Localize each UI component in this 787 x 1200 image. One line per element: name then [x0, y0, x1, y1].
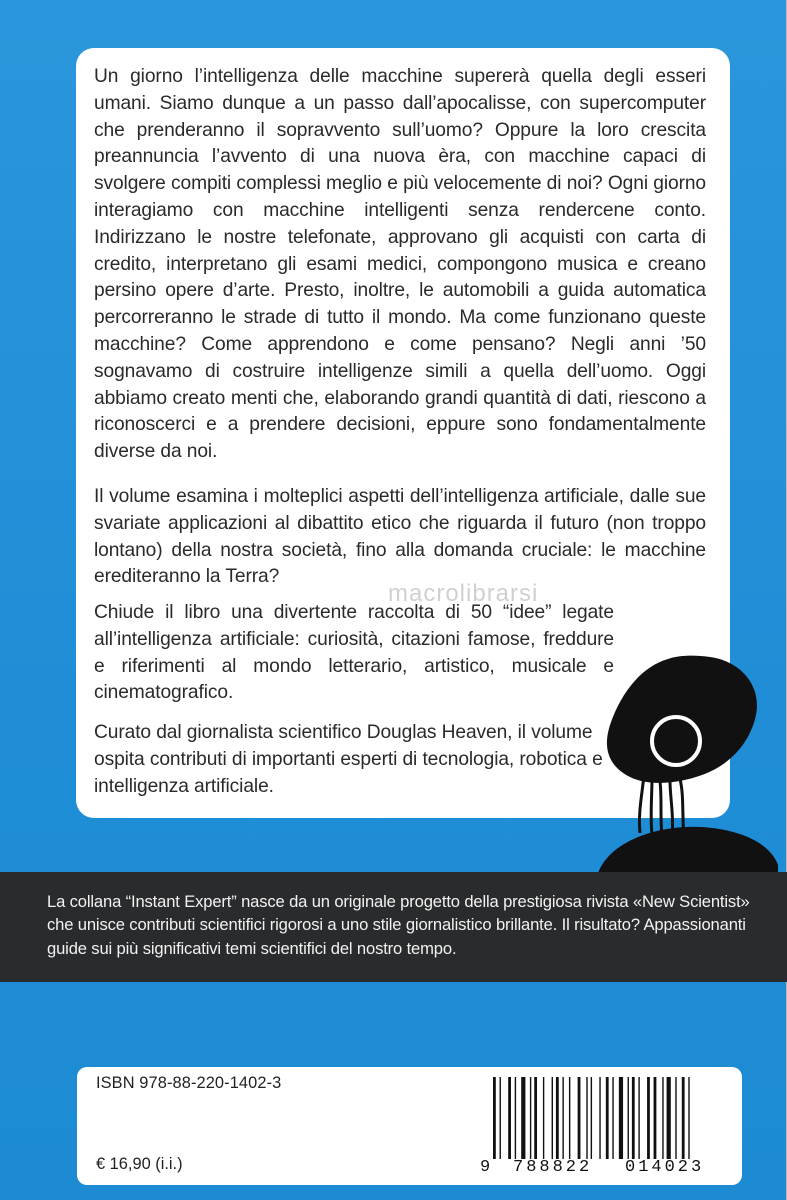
watermark: macrolibrarsi: [388, 580, 539, 607]
price-text: € 16,90 (i.i.): [96, 1155, 183, 1173]
barcode-right-digits: 014023: [625, 1158, 705, 1177]
robot-illustration-icon: [580, 655, 787, 875]
barcode-icon: [493, 1077, 727, 1159]
description-paragraph-3: Chiude il libro una divertente raccolta di 50 “idee” legate all’intelligenza artificiale: curiosità, citazioni famose, freddure e riferimenti al mondo letterario, artistico, musicale e cinematografico.: [94, 602, 614, 704]
barcode-lead-digit: 9: [480, 1158, 491, 1177]
isbn-text: ISBN 978-88-220-1402-3: [96, 1074, 282, 1092]
series-description: La collana “Instant Expert” nasce da un originale progetto della prestigiosa rivista «New Scientist» che unisce contributi scientifici rigorosi a uno stile giornalistico brillante. Il risultato? Appassionanti guide sui più significativi temi scientifici del nostro tempo.: [47, 892, 750, 958]
description-paragraph-1: Un giorno l’intelligenza delle macchine supererà quella degli esseri umani. Siamo dunque a un passo dall’apocalisse, con supercomputer che prenderanno il sopravvento sull’uomo? Oppure la loro crescita preannuncia l’avvento di una nuova èra, con macchine capaci di svolgere compiti complessi meglio e più velocemente di noi? Ogni giorno interagiamo con macchine intelligenti senza rendercene conto. Indirizzano le nostre telefonate, approvano gli acquisti con carta di credito, interpretano gli esami medici, compongono musica e creano persino opere d’arte. Presto, inoltre, le automobili a guida automatica percorreranno le strade di tutto il mondo. Ma come funzionano queste macchine? Come apprendono e come pensano? Negli anni ’50 sognavamo di costruire intelligenze simili a quella dell’uomo. Oggi abbiamo creato menti che, elaborando grandi quantità di dati, riescono a riconoscerci e a prendere decisioni, eppure sono fondamentalmente diverse da noi.: [94, 66, 706, 463]
description-paragraph-4: Curato dal giornalista scientifico Douglas Heaven, il volume ospita contributi di importanti esperti di tecnologia, robotica e intelligenza artificiale.: [94, 722, 603, 797]
barcode-left-digits: 788822: [513, 1158, 593, 1177]
description-paragraph-2: Il volume esamina i molteplici aspetti dell’intelligenza artificiale, dalle sue svariate applicazioni al dibattito etico che riguarda il futuro (non troppo lontano) della nostra società, fino alla domanda cruciale: le macchine erediteranno la Terra?: [94, 486, 706, 588]
